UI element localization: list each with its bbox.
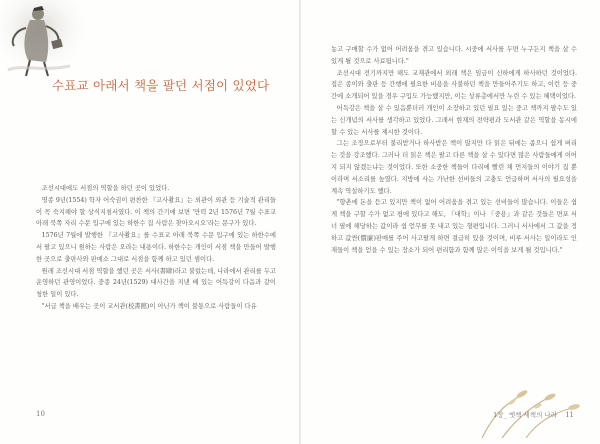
chapter-title: 수표교 아래서 책을 팔던 서점이 있었다 bbox=[52, 78, 270, 93]
left-page-body bbox=[36, 183, 276, 313]
running-header-section: 1장_ 옛책 세책의 나라 bbox=[493, 411, 557, 419]
paragraph: 그는 조정으로부터 불리받거나 하사받은 책이 많지만 다 읽은 뒤에는 좁으니 쉽게 버리는 것을 강조했다. 그러나 더 읽은 책은 팔고 다른 책을 살 수 있다면 많은 사람들에게 이어지 되지 않겠는냐는 것이었다. 또한 소중한 책들이 다리에 빨린 채 먼지들의 이야기 집 뿐이라며 서소리를 높였다. 지방에 사는 가난한 선비들의 고충도 언급하며 서사의 필요성을 계속 역설하기도 했다. bbox=[331, 140, 577, 195]
page-number-right: 11 bbox=[565, 411, 574, 419]
grass-illustration bbox=[462, 378, 592, 438]
paragraph: "서급 책을 배우는 곳이 교서관(校書館)이 아닌가 책이 불통으로 사람들이 다유 bbox=[41, 302, 257, 310]
paragraph: 명종 9년(1554) 학자 어숙권이 편찬한 『고사촬요』는 외관이 외관 등 기술적 관리들이 꼭 숙지해야 할 상식지침서였다. 이 책의 간기에 보면 '만력 2년 1576년 7월 수표교 아래 북쪽 자리 수문 입구에 있는 하한수 집 사람은 찾아오시오'라는 문구가 있다. bbox=[36, 196, 276, 228]
folio-right bbox=[493, 410, 574, 419]
ink-painting-illustration bbox=[0, 0, 88, 80]
right-page-body bbox=[331, 44, 577, 256]
paragraph: 농고 구매할 수가 없어 어려움을 겪고 있습니다. 시중에 서사를 두면 누구든지 책을 살 수 있게 될 것으로 사료됩니다." bbox=[331, 46, 577, 65]
paragraph: 원래 조선시대 서점 역할을 했던 곳은 서사(書肆)라고 불렀는데, 나라에서 관리를 두고 운영하던 관영이었다. 중종 24년(1529) 대사간을 지낸 배 있는 어득강이 다음과 같이 청한 일이 있다. bbox=[36, 267, 276, 299]
page-number-left: 10 bbox=[36, 410, 45, 418]
paragraph: "향촌에 돈을 듣고 있지만 책이 없어 어려움을 겪고 있는 선비들이 많습니다. 이들은 쉽게 책을 구할 수가 없고 평에 있다고 해도, 『대학』이나 『중용』과 같은 것들은 면포 서너 필에 해당하는 값이라 쉽 얻무를 못 내고 있는 형편입니다. 그러니 서사에서 그 값을 정하고 값싼(價廉)판매를 주어 사고팔게 하면 결급히 있을 것이며, 비루 서사는 일이라도 인재들이 책을 얻을 수 있는 장소가 되어 편리함과 함께 많은 이익을 보게 될 것입니다." bbox=[331, 199, 577, 254]
paragraph: 어득강은 책을 살 수 있음뿐더러 개인이 소장하고 있던 필요 있는 중고 책까지 팔수도 있는 신개념의 서사를 생각하고 있었다. 그래서 현재의 전략편과 도서관 같은 역할을 동시에 할 수 있는 서사를 제시한 것이다. bbox=[331, 104, 577, 136]
paragraph: 조선시대에도 서점의 역할을 하던 곳이 있었다. bbox=[41, 185, 170, 192]
left-page bbox=[0, 0, 299, 444]
paragraph: 1576년 7월에 발행한 『고사촬요』를 수표교 아래 북쪽 수문 입구에 있는 하한수에서 팔고 있으니 원하는 사람은 오라는 내용이다. 하한수는 개인이 서점 책을 만들어 발행한 곳으로 출판사와 판매소 그대로 서점을 함께 하고 있던 셈이다. bbox=[36, 232, 276, 263]
paragraph: 조선시대 전기까지만 해도 교재관에서 외래 책은 임금이 신하에게 하사하던 것이었다. 접은 종이와 출판 등 간행에 필요한 비용을 사불하던 책을 만들어주기도 하고, 이런 등 중간에 소개되어 있을 경우 구입도 가능했지만, 이는 상류층에서만 누린 수 있는 혜택이었다. bbox=[331, 69, 577, 101]
